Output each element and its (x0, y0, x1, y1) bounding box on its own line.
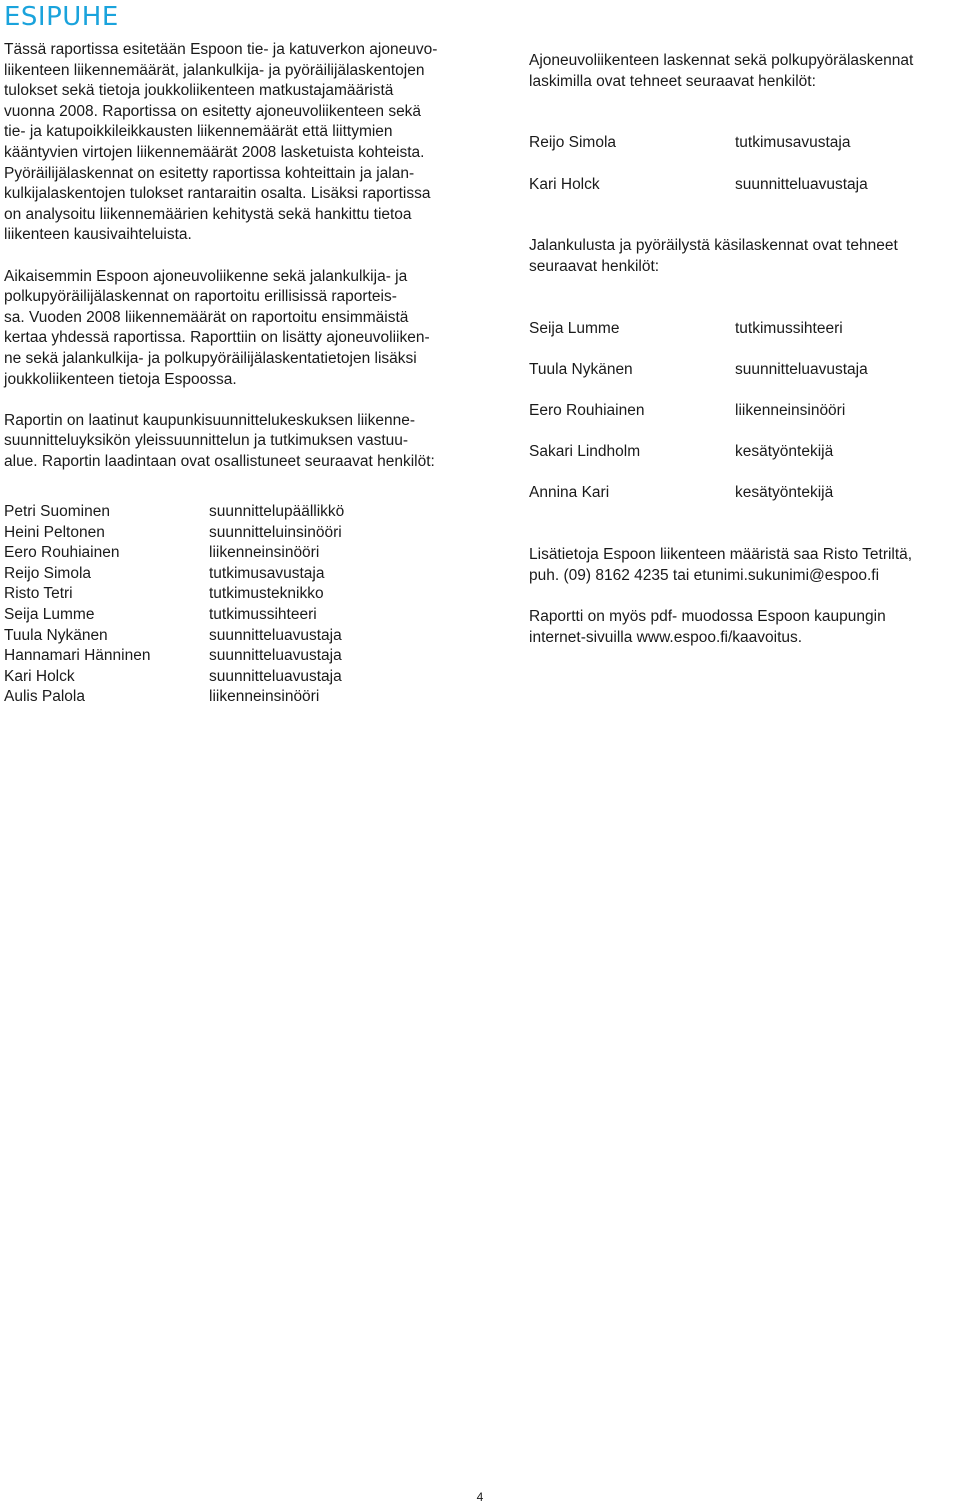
left-column (4, 40, 496, 493)
person-role: tutkimusteknikko (209, 585, 324, 603)
list-item (4, 564, 344, 585)
person-name: Tuula Nykänen (4, 626, 108, 644)
person-role: suunnitteluinsinööri (209, 523, 342, 541)
page-number: 4 (476, 1490, 484, 1504)
contact-info-paragraph: Lisätietoja Espoon liikenteen määristä saa Risto Tetriltä, puh. (09) 8162 4235 tai etunimi.sukunimi@espoo.fi (529, 546, 913, 584)
list-item (4, 626, 344, 647)
person-name: Risto Tetri (4, 585, 73, 603)
person-name: Sakari Lindholm (529, 443, 641, 461)
vehicle-counts-intro: Ajoneuvoliikenteen laskennat sekä polkupyörälaskennat laskimilla ovat tehneet seuraavat henkilöt: (529, 52, 914, 90)
list-item (529, 442, 960, 463)
list-item (529, 175, 960, 196)
person-name: Kari Holck (4, 667, 75, 685)
right-column (529, 51, 960, 669)
person-name: Hannamari Hänninen (4, 647, 151, 665)
person-role: suunnitteluavustaja (735, 360, 868, 378)
person-name: Annina Kari (529, 484, 610, 502)
authors-paragraph: Raportin on laatinut kaupunkisuunnittelukeskuksen liikenne- suunnitteluyksikön yleissuunnittelun ja tutkimuksen vastuu- alue. Raportin laadintaan ovat osallistuneet seuraavat henkilöt: (4, 411, 435, 470)
person-name: Eero Rouhiainen (4, 544, 120, 562)
person-name: Reijo Simola (529, 134, 617, 152)
participants-list (4, 502, 344, 708)
list-item (529, 401, 960, 422)
list-item (4, 584, 344, 605)
list-item (4, 605, 344, 626)
list-item (529, 360, 960, 381)
person-role: suunnittelupäällikkö (209, 503, 345, 520)
list-item (4, 543, 344, 564)
person-role: tutkimusavustaja (209, 564, 325, 582)
person-name: Aulis Palola (4, 688, 85, 706)
person-name: Tuula Nykänen (529, 360, 633, 378)
list-item (4, 687, 344, 708)
person-name: Kari Holck (529, 175, 600, 193)
list-item (4, 523, 344, 544)
manual-counts-intro: Jalankulusta ja pyöräilystä käsilaskennat ovat tehneet seuraavat henkilöt: (529, 237, 898, 275)
person-role: tutkimussihteeri (735, 319, 843, 337)
person-role: suunnitteluavustaja (209, 667, 342, 685)
person-role: kesätyöntekijä (735, 443, 834, 461)
web-availability-paragraph: Raportti on myös pdf- muodossa Espoon kaupungin internet-sivuilla www.espoo.fi/kaavoitus. (529, 608, 886, 646)
list-item (4, 667, 344, 688)
manual-counters-list (529, 298, 960, 525)
person-role: tutkimussihteeri (209, 605, 317, 623)
person-role: liikenneinsinööri (209, 688, 320, 706)
intro-paragraph: Tässä raportissa esitetään Espoon tie- ja katuverkon ajoneuvo- liikenteen liikennemäärät, jalankulkija- ja pyöräilijälaskentojen tulokset sekä tietoja joukkoliikenteen matkustajamääristä vuonna 2008. Raportissa on esitetty ajoneuvoliikenteen sekä tie- ja katupoikkileikkausten liikennemäärät että liittymien kääntyvien virtojen liikennemäärät 2008 lasketuista kohteista. Pyöräilijälaskennat on esitetty raportissa kohteittain ja jalan- kulkijalaskentojen tulokset rantaraitin osalta. Lisäksi raportissa on analysoitu liikennemäärien kehitystä sekä hankittu tietoa liikenteen kausivaihteluista. (4, 41, 438, 244)
person-name: Petri Suominen (4, 503, 110, 520)
list-item (4, 502, 344, 523)
history-paragraph: Aikaisemmin Espoon ajoneuvoliikenne sekä jalankulkija- ja polkupyöräilijälaskennat on raportoitu erillisissä raporteis- sa. Vuoden 2008 liikennemäärät on raportoitu ensimmäistä kertaa yhdessä raportissa. Raporttiin on lisätty ajoneuvoliiken- ne sekä jalankulkija- ja polkupyöräilijälaskentatietojen lisäksi joukkoliikenteen tietoja Espoossa. (4, 267, 430, 388)
person-name: Seija Lumme (529, 319, 620, 337)
person-role: suunnitteluavustaja (735, 175, 868, 193)
person-name: Reijo Simola (4, 564, 92, 582)
list-item (529, 319, 960, 340)
person-role: suunnitteluavustaja (209, 626, 342, 644)
list-item (529, 483, 960, 504)
person-role: kesätyöntekijä (735, 484, 834, 502)
list-item (529, 133, 960, 154)
person-name: Seija Lumme (4, 605, 95, 623)
page-heading: ESIPUHE (4, 2, 119, 32)
person-name: Heini Peltonen (4, 523, 105, 541)
list-item (4, 646, 344, 667)
person-role: liikenneinsinööri (735, 402, 846, 420)
person-role: liikenneinsinööri (209, 544, 320, 562)
person-name: Eero Rouhiainen (529, 402, 645, 420)
person-role: suunnitteluavustaja (209, 647, 342, 665)
vehicle-counters-list (529, 113, 960, 216)
person-role: tutkimusavustaja (735, 134, 851, 152)
